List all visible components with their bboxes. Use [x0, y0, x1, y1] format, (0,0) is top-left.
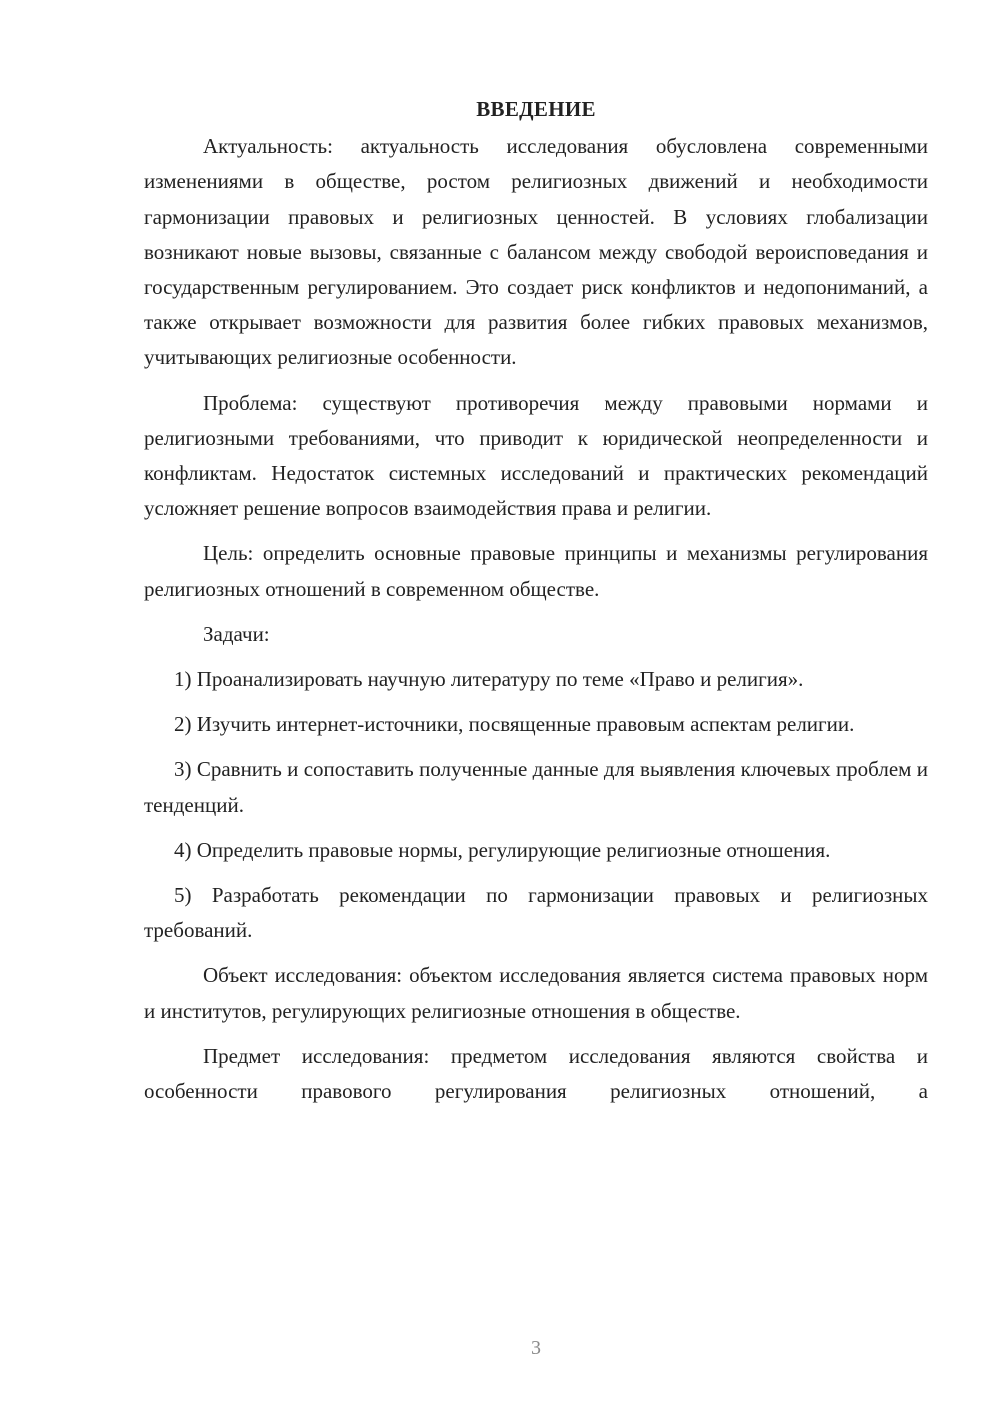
subject-paragraph: Предмет исследования: предметом исследования являются свойства и особенности правового регулирования религиозных отношений, а — [144, 1043, 928, 1104]
section-title: ВВЕДЕНИЕ — [476, 97, 596, 121]
goal-paragraph: Цель: определить основные правовые принципы и механизмы регулирования религиозных отношений в современном обществе. — [144, 541, 928, 601]
tasks-heading: Задачи: — [203, 621, 270, 646]
task-item-4: 4) Определить правовые нормы, регулирующие религиозные отношения. — [174, 837, 831, 862]
task-item-5: 5) Разработать рекомендации по гармонизации правовых и религиозных требований. — [144, 883, 928, 943]
page-content — [144, 92, 928, 1119]
relevance-paragraph: Актуальность: актуальность исследования обусловлена современными изменениями в обществе, ростом религиозных движений и необходимости гармонизации правовых и религиозных ценностей. В условиях глобализации возникают новые вызовы, связанные с балансом между свободой вероисповедания и государственным регулированием. Это создает риск конфликтов и недопониманий, а также открывает возможности для развития более гибких правовых механизмов, учитывающих религиозные особенности. — [144, 134, 928, 370]
task-item-1: 1) Проанализировать научную литературу по теме «Право и религия». — [174, 667, 804, 692]
page-number: 3 — [531, 1337, 541, 1359]
task-item-3: 3) Сравнить и сопоставить полученные данные для выявления ключевых проблем и тенденций. — [144, 757, 928, 817]
object-paragraph: Объект исследования: объектом исследования является система правовых норм и институтов, регулирующих религиозные отношения в обществе. — [144, 963, 928, 1023]
task-item-2: 2) Изучить интернет-источники, посвященные правовым аспектам религии. — [174, 712, 855, 737]
problem-paragraph: Проблема: существуют противоречия между правовыми нормами и религиозными требованиями, что приводит к юридической неопределенности и конфликтам. Недостаток системных исследований и практических рекомендаций усложняет решение вопросов взаимодействия права и религии. — [144, 390, 928, 521]
